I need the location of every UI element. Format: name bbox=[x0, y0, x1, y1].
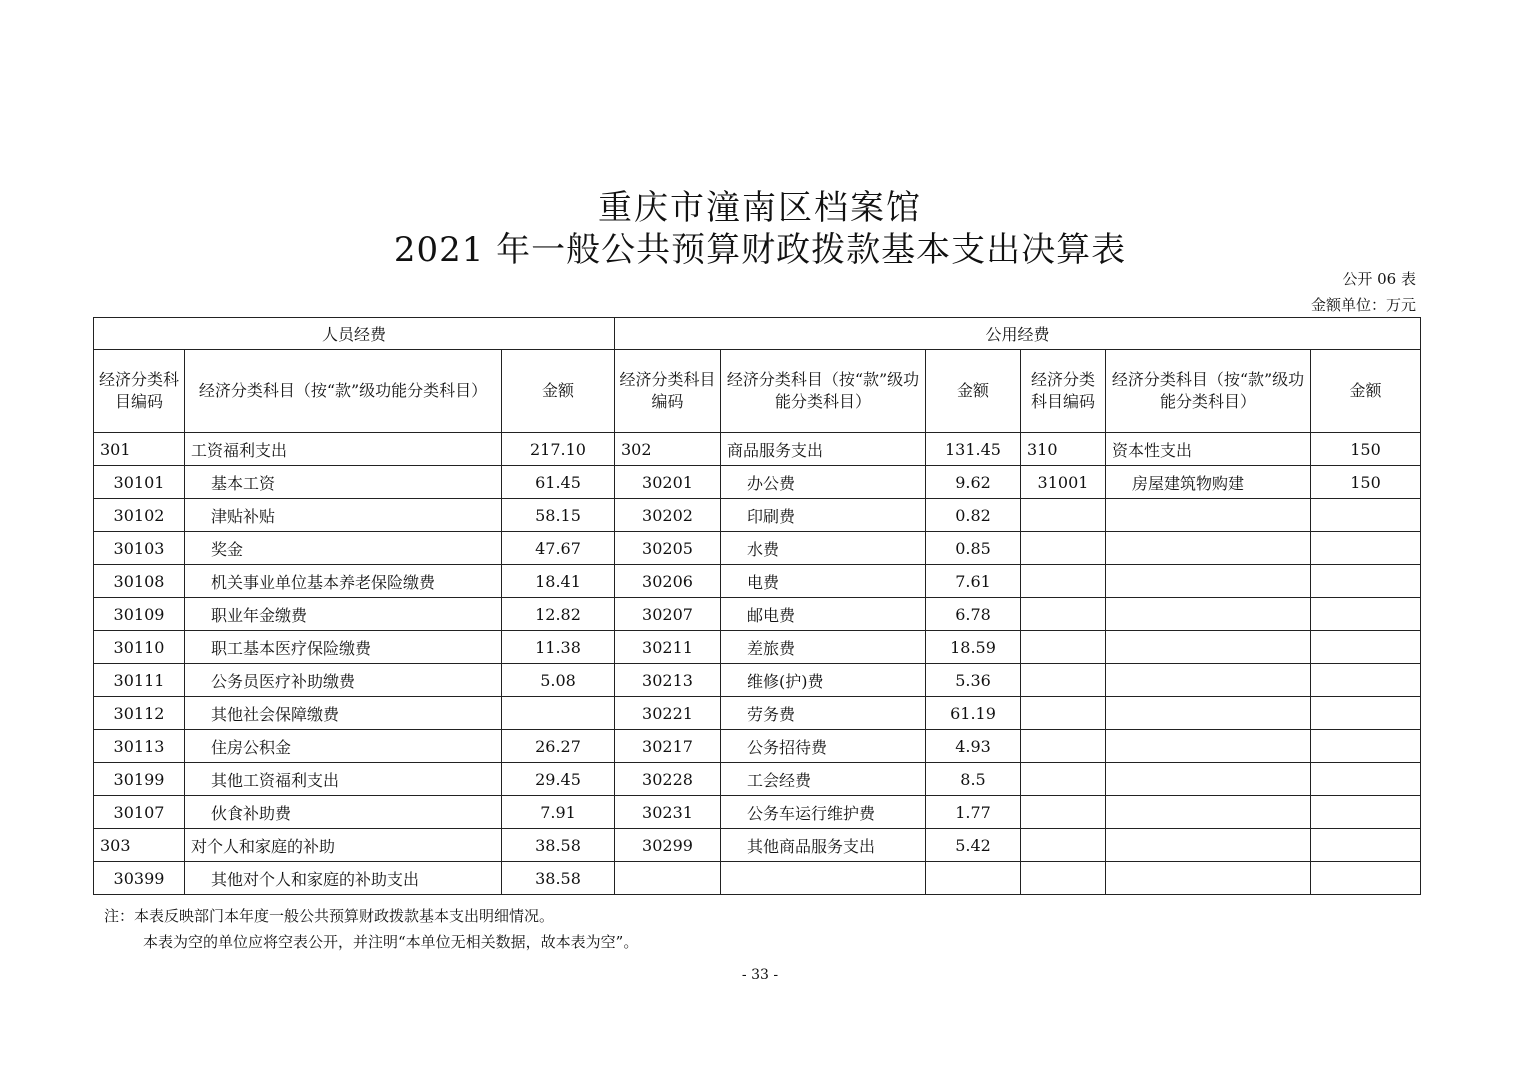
cell-code: 301 bbox=[94, 433, 185, 466]
cell-item-name: 奖金 bbox=[185, 532, 502, 565]
amount-unit: 金额单位：万元 bbox=[1310, 296, 1416, 314]
cell-item-name: 公务员医疗补助缴费 bbox=[185, 664, 502, 697]
cell-amount: 131.45 bbox=[926, 433, 1021, 466]
header-name: 经济分类科目（按“款”级功能分类科目） bbox=[185, 350, 502, 433]
cell-code: 30399 bbox=[94, 862, 185, 895]
cell-amount bbox=[926, 862, 1021, 895]
page-title: 重庆市潼南区档案馆 bbox=[598, 188, 922, 228]
cell-code bbox=[1021, 862, 1106, 895]
cell-amount: 217.10 bbox=[502, 433, 615, 466]
cell-item-name bbox=[1106, 631, 1311, 664]
cell-amount: 47.67 bbox=[502, 532, 615, 565]
table-row bbox=[94, 565, 1421, 598]
cell-item-name bbox=[1106, 796, 1311, 829]
header-code: 经济分类科目编码 bbox=[1021, 350, 1106, 433]
cell-amount: 58.15 bbox=[502, 499, 615, 532]
cell-amount bbox=[1311, 565, 1421, 598]
cell-code bbox=[1021, 664, 1106, 697]
cell-code bbox=[1021, 697, 1106, 730]
cell-code: 30112 bbox=[94, 697, 185, 730]
header-code: 经济分类科目编码 bbox=[615, 350, 721, 433]
table-row bbox=[94, 796, 1421, 829]
cell-code: 30109 bbox=[94, 598, 185, 631]
cell-item-name: 维修(护)费 bbox=[721, 664, 926, 697]
cell-code: 30221 bbox=[615, 697, 721, 730]
cell-code bbox=[1021, 532, 1106, 565]
cell-item-name bbox=[1106, 565, 1311, 598]
group-public-header: 公用经费 bbox=[615, 318, 1421, 350]
cell-amount: 38.58 bbox=[502, 829, 615, 862]
header-name: 经济分类科目（按“款”级功能分类科目） bbox=[721, 350, 926, 433]
cell-amount bbox=[1311, 697, 1421, 730]
group-personnel-header: 人员经费 bbox=[94, 318, 615, 350]
cell-item-name: 印刷费 bbox=[721, 499, 926, 532]
cell-item-name: 劳务费 bbox=[721, 697, 926, 730]
cell-item-name: 基本工资 bbox=[185, 466, 502, 499]
page-subtitle: 2021 年一般公共预算财政拨款基本支出决算表 bbox=[393, 230, 1127, 270]
cell-code bbox=[615, 862, 721, 895]
cell-amount: 5.36 bbox=[926, 664, 1021, 697]
cell-item-name: 机关事业单位基本养老保险缴费 bbox=[185, 565, 502, 598]
cell-code: 30111 bbox=[94, 664, 185, 697]
cell-code: 30107 bbox=[94, 796, 185, 829]
cell-amount: 38.58 bbox=[502, 862, 615, 895]
table-row bbox=[94, 862, 1421, 895]
cell-item-name: 公务招待费 bbox=[721, 730, 926, 763]
cell-code: 30103 bbox=[94, 532, 185, 565]
cell-item-name: 伙食补助费 bbox=[185, 796, 502, 829]
cell-code: 30205 bbox=[615, 532, 721, 565]
cell-amount bbox=[1311, 664, 1421, 697]
cell-item-name: 邮电费 bbox=[721, 598, 926, 631]
cell-item-name: 其他商品服务支出 bbox=[721, 829, 926, 862]
cell-amount: 1.77 bbox=[926, 796, 1021, 829]
cell-amount: 9.62 bbox=[926, 466, 1021, 499]
cell-item-name: 办公费 bbox=[721, 466, 926, 499]
cell-amount: 61.19 bbox=[926, 697, 1021, 730]
cell-code: 30228 bbox=[615, 763, 721, 796]
cell-amount bbox=[1311, 499, 1421, 532]
cell-code: 31001 bbox=[1021, 466, 1106, 499]
table-number: 公开 06 表 bbox=[1342, 270, 1416, 288]
table-note-2: 本表为空的单位应将空表公开，并注明“本单位无相关数据，故本表为空”。 bbox=[143, 933, 639, 951]
table-row bbox=[94, 664, 1421, 697]
cell-item-name bbox=[1106, 829, 1311, 862]
cell-item-name bbox=[1106, 598, 1311, 631]
table-row bbox=[94, 763, 1421, 796]
cell-amount: 0.82 bbox=[926, 499, 1021, 532]
cell-item-name: 津贴补贴 bbox=[185, 499, 502, 532]
cell-amount: 18.41 bbox=[502, 565, 615, 598]
header-amount: 金额 bbox=[1311, 350, 1421, 433]
cell-code: 302 bbox=[615, 433, 721, 466]
cell-amount bbox=[1311, 796, 1421, 829]
header-amount: 金额 bbox=[926, 350, 1021, 433]
cell-code: 310 bbox=[1021, 433, 1106, 466]
cell-code bbox=[1021, 829, 1106, 862]
cell-amount bbox=[1311, 532, 1421, 565]
cell-code: 30201 bbox=[615, 466, 721, 499]
cell-amount: 12.82 bbox=[502, 598, 615, 631]
cell-item-name: 公务车运行维护费 bbox=[721, 796, 926, 829]
table-row bbox=[94, 499, 1421, 532]
cell-amount: 29.45 bbox=[502, 763, 615, 796]
cell-item-name: 工资福利支出 bbox=[185, 433, 502, 466]
cell-amount bbox=[1311, 631, 1421, 664]
cell-item-name bbox=[1106, 763, 1311, 796]
cell-item-name: 其他社会保障缴费 bbox=[185, 697, 502, 730]
cell-item-name: 电费 bbox=[721, 565, 926, 598]
cell-code: 30217 bbox=[615, 730, 721, 763]
cell-code: 30110 bbox=[94, 631, 185, 664]
cell-item-name: 商品服务支出 bbox=[721, 433, 926, 466]
cell-amount: 61.45 bbox=[502, 466, 615, 499]
cell-item-name: 其他工资福利支出 bbox=[185, 763, 502, 796]
cell-amount: 6.78 bbox=[926, 598, 1021, 631]
cell-amount: 150 bbox=[1311, 466, 1421, 499]
cell-amount: 4.93 bbox=[926, 730, 1021, 763]
cell-amount bbox=[1311, 763, 1421, 796]
cell-item-name: 差旅费 bbox=[721, 631, 926, 664]
cell-item-name bbox=[1106, 697, 1311, 730]
cell-code: 30202 bbox=[615, 499, 721, 532]
cell-amount: 26.27 bbox=[502, 730, 615, 763]
cell-amount: 150 bbox=[1311, 433, 1421, 466]
cell-code bbox=[1021, 763, 1106, 796]
cell-amount: 5.42 bbox=[926, 829, 1021, 862]
cell-amount: 5.08 bbox=[502, 664, 615, 697]
cell-amount: 8.5 bbox=[926, 763, 1021, 796]
cell-amount bbox=[502, 697, 615, 730]
cell-item-name bbox=[1106, 664, 1311, 697]
header-amount: 金额 bbox=[502, 350, 615, 433]
cell-item-name: 对个人和家庭的补助 bbox=[185, 829, 502, 862]
header-name: 经济分类科目（按“款”级功能分类科目） bbox=[1106, 350, 1311, 433]
cell-code bbox=[1021, 565, 1106, 598]
header-code: 经济分类科目编码 bbox=[94, 350, 185, 433]
table-row bbox=[94, 730, 1421, 763]
table-note: 注：本表反映部门本年度一般公共预算财政拨款基本支出明细情况。 bbox=[104, 907, 555, 925]
cell-item-name bbox=[721, 862, 926, 895]
cell-amount bbox=[1311, 598, 1421, 631]
cell-code: 30213 bbox=[615, 664, 721, 697]
cell-code: 30101 bbox=[94, 466, 185, 499]
cell-item-name: 房屋建筑物购建 bbox=[1106, 466, 1311, 499]
cell-item-name: 住房公积金 bbox=[185, 730, 502, 763]
expenditure-table bbox=[93, 317, 1421, 895]
cell-item-name: 职业年金缴费 bbox=[185, 598, 502, 631]
cell-code: 303 bbox=[94, 829, 185, 862]
table-row bbox=[94, 532, 1421, 565]
cell-item-name: 水费 bbox=[721, 532, 926, 565]
cell-code bbox=[1021, 598, 1106, 631]
table-row bbox=[94, 466, 1421, 499]
cell-item-name bbox=[1106, 499, 1311, 532]
cell-amount bbox=[1311, 730, 1421, 763]
cell-item-name: 其他对个人和家庭的补助支出 bbox=[185, 862, 502, 895]
cell-code: 30102 bbox=[94, 499, 185, 532]
cell-amount bbox=[1311, 862, 1421, 895]
cell-amount: 7.91 bbox=[502, 796, 615, 829]
cell-code bbox=[1021, 499, 1106, 532]
cell-item-name: 资本性支出 bbox=[1106, 433, 1311, 466]
cell-amount bbox=[1311, 829, 1421, 862]
cell-code: 30211 bbox=[615, 631, 721, 664]
table-row bbox=[94, 829, 1421, 862]
cell-item-name bbox=[1106, 862, 1311, 895]
table-row bbox=[94, 697, 1421, 730]
cell-code: 30206 bbox=[615, 565, 721, 598]
cell-item-name bbox=[1106, 730, 1311, 763]
cell-amount: 7.61 bbox=[926, 565, 1021, 598]
cell-code bbox=[1021, 730, 1106, 763]
cell-code: 30199 bbox=[94, 763, 185, 796]
page-number: - 33 - bbox=[741, 967, 779, 983]
cell-code: 30113 bbox=[94, 730, 185, 763]
cell-code bbox=[1021, 631, 1106, 664]
table-row bbox=[94, 598, 1421, 631]
cell-amount: 18.59 bbox=[926, 631, 1021, 664]
cell-code bbox=[1021, 796, 1106, 829]
cell-amount: 0.85 bbox=[926, 532, 1021, 565]
table-row bbox=[94, 631, 1421, 664]
cell-amount: 11.38 bbox=[502, 631, 615, 664]
cell-code: 30207 bbox=[615, 598, 721, 631]
cell-item-name: 职工基本医疗保险缴费 bbox=[185, 631, 502, 664]
table-row bbox=[94, 433, 1421, 466]
cell-code: 30299 bbox=[615, 829, 721, 862]
cell-code: 30231 bbox=[615, 796, 721, 829]
cell-item-name: 工会经费 bbox=[721, 763, 926, 796]
cell-item-name bbox=[1106, 532, 1311, 565]
cell-code: 30108 bbox=[94, 565, 185, 598]
